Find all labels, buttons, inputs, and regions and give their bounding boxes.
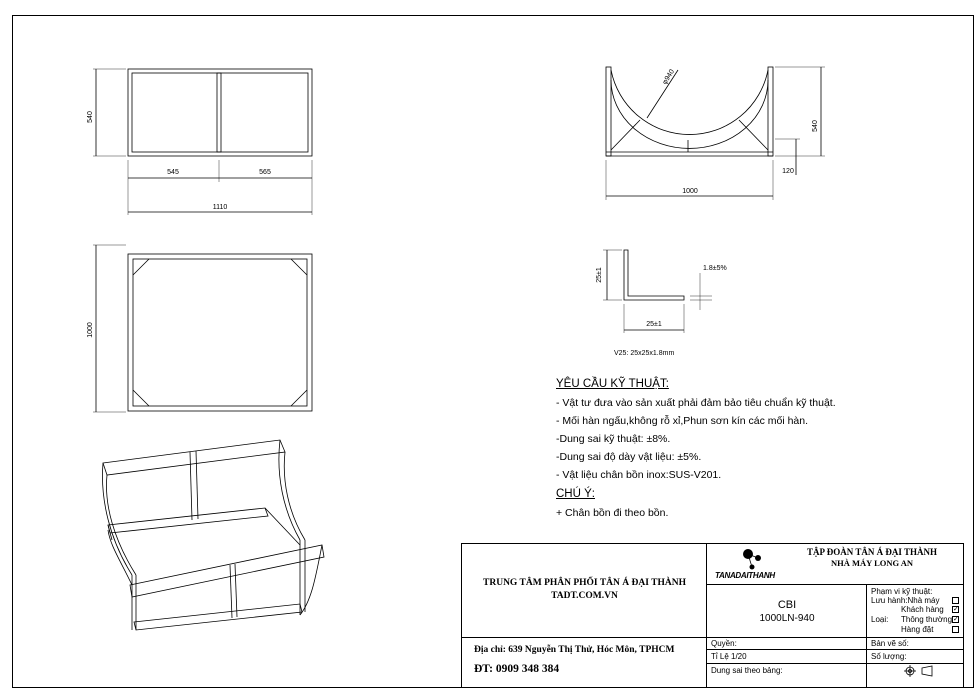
scale-label: Tỉ Lệ 1/20 [711,652,747,661]
dim-side-leg: 120 [782,168,794,175]
quyen-cell [707,638,867,650]
requirement-item: - Mối hàn ngấu,không rỗ xỉ,Phun sơn kín các mối hàn. [556,415,809,427]
product-cell [707,585,867,638]
group-name: TẬP ĐOÀN TÂN Á ĐẠI THÀNH [807,547,937,557]
center-name: TRUNG TÂM PHÂN PHỐI TÂN Á ĐẠI THÀNH [483,578,686,588]
company-header-cell [707,544,964,585]
address: Địa chỉ: 639 Nguyễn Thị Thử, Hóc Môn, TPHCM [474,645,675,655]
product-model: 1000LN-940 [759,613,815,624]
requirements-heading: YÊU CẦU KỸ THUẬT: [556,378,669,390]
drawing-no-label: Bản vẽ số: [871,639,909,648]
tolerance-cell [707,664,867,688]
dim-angle-leg-h: 25±1 [646,321,662,328]
side-view [606,67,825,200]
scale-cell [707,650,867,664]
quantity-cell [867,650,964,664]
tolerance-label: Dung sai theo bảng: [711,666,783,675]
requirement-item: -Dung sai kỹ thuật: ±8%. [556,433,671,445]
top-view [93,69,312,215]
factory-name: NHÀ MÁY LONG AN [830,558,914,568]
dim-side-width: 1000 [682,188,698,195]
scope-loai: Loại: [871,615,889,624]
center-website: TADT.COM.VN [551,591,618,601]
dim-side-height: 540 [812,120,819,132]
dim-angle-leg-v: 25±1 [596,267,603,283]
isometric-view [102,440,324,630]
contact-cell [462,638,707,688]
dim-top-height: 540 [87,111,94,123]
checkbox-nha-may[interactable] [952,597,959,604]
phone: ĐT: 0909 348 384 [474,663,560,675]
dim-diameter: φ940 [661,68,676,86]
checkbox-khach-hang[interactable]: ✓ [953,606,959,613]
scope-hang-dat: Hàng đặt [901,625,934,634]
dim-angle-thickness: 1.8±5% [703,265,727,272]
scope-luu-hanh: Lưu hành:Nhà máy [871,596,940,605]
scope-khach-hang: Khách hàng [901,605,944,614]
checkbox-hang-dat[interactable] [952,626,959,633]
note-heading: CHÚ Ý: [556,488,595,500]
requirement-item: - Vật tư đưa vào sản xuất phải đảm bảo tiêu chuẩn kỹ thuật. [556,397,836,409]
drawing-no-cell [867,638,964,650]
dim-plan-height: 1000 [87,322,94,338]
distribution-center-cell [462,544,707,638]
logo-text: TANADAITHANH [715,571,775,580]
requirement-item: -Dung sai độ dày vật liệu: ±5%. [556,451,702,463]
plan-view [93,245,312,412]
quantity-label: Số lượng: [871,652,907,661]
scope-title: Phạm vi kỹ thuật: [871,587,933,596]
projection-symbol-icon [902,664,942,678]
dim-top-left-span: 545 [167,169,179,176]
dim-top-right-span: 565 [259,169,271,176]
projection-cell [867,664,964,688]
product-code: CBI [777,599,797,611]
angle-caption: V25: 25x25x1.8mm [614,350,675,357]
requirement-item: - Vật liệu chân bồn inox:SUS-V201. [556,469,722,481]
dim-top-total: 1110 [212,204,228,211]
quyen-label: Quyền: [711,639,737,648]
checkbox-thong-thuong[interactable]: ✓ [953,616,959,623]
note-item: + Chân bồn đi theo bồn. [556,507,669,519]
scope-cell [867,585,964,638]
title-block [461,543,964,688]
scope-thong-thuong: Thông thường [901,615,953,624]
